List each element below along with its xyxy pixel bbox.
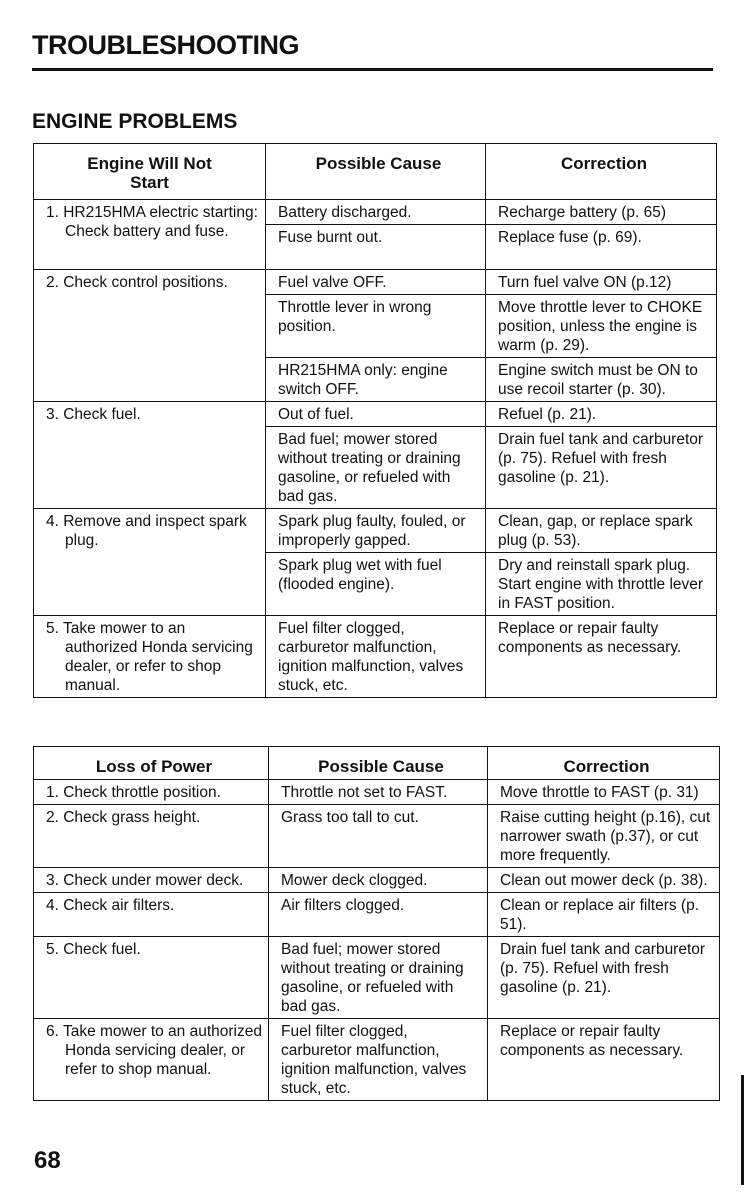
cause-cell: HR215HMA only: engine switch OFF. [266,358,486,402]
step-text: 3. Check under mower deck. [46,872,244,889]
step-cell [34,893,269,937]
cause-cell: Spark plug wet with fuel (flooded engine). [266,553,486,616]
step-cell [34,805,269,868]
cause-cell: Bad fuel; mower stored without treating or draining gasoline, or refueled with bad gas. [269,937,488,1019]
table-row [34,270,717,295]
step-text: 5. Take mower to an authorized Honda servicing dealer, or refer to shop manual. [46,620,253,694]
step-cell [34,509,266,616]
correction-cell: Recharge battery (p. 65) [486,200,717,225]
table-header-row [34,747,720,780]
correction-cell: Refuel (p. 21). [486,402,717,427]
table-row [34,1019,720,1101]
header-problem: Engine Will Not Start [34,144,266,200]
cause-cell: Bad fuel; mower stored without treating or draining gasoline, or refueled with bad gas. [266,427,486,509]
cause-cell: Throttle lever in wrong position. [266,295,486,358]
correction-cell: Clean out mower deck (p. 38). [488,868,720,893]
step-cell [34,780,269,805]
step-text: 5. Check fuel. [46,941,141,958]
cause-cell: Out of fuel. [266,402,486,427]
page-title: TROUBLESHOOTING [32,30,299,60]
header-cause: Possible Cause [266,144,486,200]
step-text: 4. Remove and inspect spark plug. [46,513,247,549]
correction-cell: Drain fuel tank and carburetor (p. 75). Refuel with fresh gasoline (p. 21). [486,427,717,509]
table-row [34,868,720,893]
table-row [34,200,717,225]
table-row [34,937,720,1019]
step-text: 2. Check grass height. [46,809,201,826]
loss-of-power-table [33,746,720,1101]
step-text: 1. Check throttle position. [46,784,221,801]
table-row [34,893,720,937]
table-row [34,616,717,698]
correction-cell: Turn fuel valve ON (p.12) [486,270,717,295]
cause-cell: Fuse burnt out. [266,225,486,270]
step-text: 1. HR215HMA electric starting: Check battery and fuse. [46,204,258,240]
correction-cell: Dry and reinstall spark plug. Start engine with throttle lever in FAST position. [486,553,717,616]
cause-cell: Fuel filter clogged, carburetor malfunction, ignition malfunction, valves stuck, etc. [266,616,486,698]
cause-cell: Throttle not set to FAST. [269,780,488,805]
cause-cell: Spark plug faulty, fouled, or improperly gapped. [266,509,486,553]
step-cell [34,937,269,1019]
step-cell [34,1019,269,1101]
step-text: 3. Check fuel. [46,406,141,423]
engine-will-not-start-table [33,143,717,698]
correction-cell: Clean or replace air filters (p. 51). [488,893,720,937]
page-number: 68 [34,1147,61,1174]
correction-cell: Replace or repair faulty components as necessary. [488,1019,720,1101]
table-row [34,509,717,553]
table-row [34,805,720,868]
step-cell [34,200,266,270]
title-rule [32,68,713,71]
correction-cell: Move throttle lever to CHOKE position, unless the engine is warm (p. 29). [486,295,717,358]
correction-cell: Clean, gap, or replace spark plug (p. 53). [486,509,717,553]
header-cause: Possible Cause [269,747,488,780]
step-cell [34,402,266,509]
header-correction: Correction [488,747,720,780]
correction-cell: Engine switch must be ON to use recoil starter (p. 30). [486,358,717,402]
cause-cell: Air filters clogged. [269,893,488,937]
table-row [34,402,717,427]
correction-cell: Replace or repair faulty components as necessary. [486,616,717,698]
step-text: 2. Check control positions. [46,274,228,291]
header-problem: Loss of Power [34,747,269,780]
step-cell [34,868,269,893]
correction-cell: Move throttle to FAST (p. 31) [488,780,720,805]
cause-cell: Fuel filter clogged, carburetor malfunction, ignition malfunction, valves stuck, etc. [269,1019,488,1101]
step-cell [34,616,266,698]
cause-cell: Grass too tall to cut. [269,805,488,868]
cause-cell: Fuel valve OFF. [266,270,486,295]
correction-cell: Replace fuse (p. 69). [486,225,717,270]
cause-cell: Mower deck clogged. [269,868,488,893]
correction-cell: Drain fuel tank and carburetor (p. 75). Refuel with fresh gasoline (p. 21). [488,937,720,1019]
table-header-row [34,144,717,200]
step-text: 4. Check air filters. [46,897,175,914]
table-row [34,780,720,805]
step-cell [34,270,266,402]
step-text: 6. Take mower to an authorized Honda servicing dealer, or refer to shop manual. [46,1023,262,1078]
correction-cell: Raise cutting height (p.16), cut narrower swath (p.37), or cut more frequently. [488,805,720,868]
cause-cell: Battery discharged. [266,200,486,225]
page-edge-mark [741,1075,744,1185]
section-heading: ENGINE PROBLEMS [32,110,238,133]
header-correction: Correction [486,144,717,200]
